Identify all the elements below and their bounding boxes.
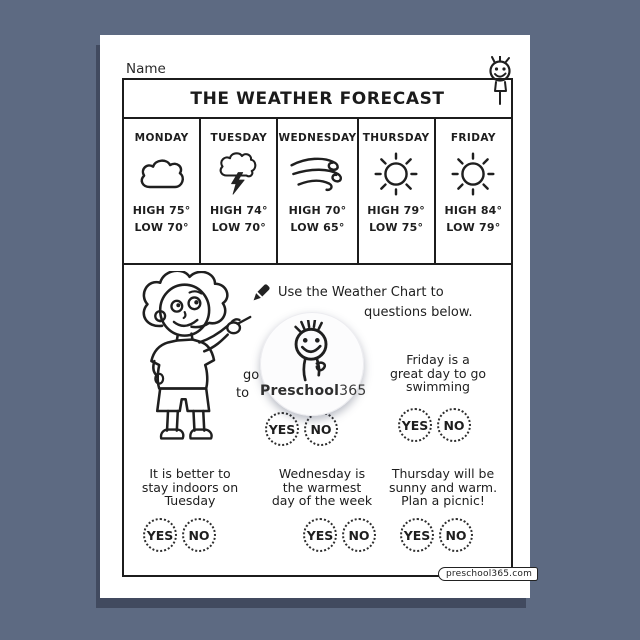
instruction-line2: questions below. [364, 305, 473, 320]
no-circle[interactable]: NO [439, 518, 473, 552]
instruction-text: Use the Weather Chart to [278, 285, 444, 300]
storm-icon [215, 146, 263, 202]
no-circle[interactable]: NO [304, 412, 338, 446]
pointing-boy-illustration [130, 271, 254, 461]
question2-text-fragment: to [236, 386, 250, 401]
question3-text: Friday is a great day to go swimming [389, 352, 487, 394]
day-column-monday [124, 119, 201, 263]
day-label: MONDAY [134, 132, 189, 144]
day-column-friday [436, 119, 511, 263]
name-label: Name [126, 61, 166, 77]
high-temp: HIGH 70° [288, 204, 347, 217]
high-temp: HIGH 74° [209, 204, 268, 217]
question3-answers [398, 408, 471, 442]
wind-icon [289, 146, 345, 202]
cloud-icon [136, 146, 188, 202]
no-circle[interactable]: NO [342, 518, 376, 552]
no-circle[interactable]: NO [437, 408, 471, 442]
day-column-wednesday [278, 119, 358, 263]
day-column-thursday [359, 119, 436, 263]
day-label: TUESDAY [210, 132, 268, 144]
title-row [124, 80, 511, 119]
worksheet-frame [122, 78, 533, 579]
high-temp: HIGH 75° [132, 204, 191, 217]
yes-circle[interactable]: YES [303, 518, 337, 552]
question4-text: It is better to stay indoors on Tuesday [141, 466, 239, 508]
no-circle[interactable]: NO [182, 518, 216, 552]
day-label: FRIDAY [450, 132, 496, 144]
high-temp: HIGH 79° [367, 204, 426, 217]
low-temp: LOW 65° [290, 221, 345, 234]
day-label: WEDNESDAY [278, 132, 357, 144]
forecast-table [124, 119, 511, 265]
sun-icon [370, 146, 422, 202]
pencil-icon [252, 283, 271, 302]
question5-answers [303, 518, 376, 552]
yes-circle[interactable]: YES [143, 518, 177, 552]
preschool365-watermark [260, 312, 367, 416]
question6-text: Thursday will be sunny and warm. Plan a picnic! [388, 466, 498, 508]
questions-section [124, 265, 511, 575]
yes-circle[interactable]: YES [400, 518, 434, 552]
footer-website-tag: preschool365.com [438, 567, 538, 581]
high-temp: HIGH 84° [444, 204, 503, 217]
brand-name: Preschool365 [260, 383, 367, 399]
question5-text: Wednesday is the warmest day of the week [271, 466, 373, 508]
instruction-line1 [252, 283, 444, 302]
smiley-doodle-icon [485, 56, 515, 110]
low-temp: LOW 75° [369, 221, 424, 234]
question4-answers [143, 518, 216, 552]
low-temp: LOW 79° [446, 221, 501, 234]
yes-circle[interactable]: YES [398, 408, 432, 442]
question6-answers [400, 518, 473, 552]
page-title: THE WEATHER FORECAST [190, 88, 445, 109]
sun-icon [447, 146, 499, 202]
stick-figure-logo-icon [283, 320, 341, 382]
worksheet-page [100, 35, 533, 598]
day-label: THURSDAY [362, 132, 430, 144]
day-column-tuesday [201, 119, 278, 263]
yes-circle[interactable]: YES [265, 412, 299, 446]
question2-answers [265, 412, 338, 446]
low-temp: LOW 70° [211, 221, 266, 234]
question2-text-fragment: go [243, 368, 260, 383]
low-temp: LOW 70° [134, 221, 189, 234]
